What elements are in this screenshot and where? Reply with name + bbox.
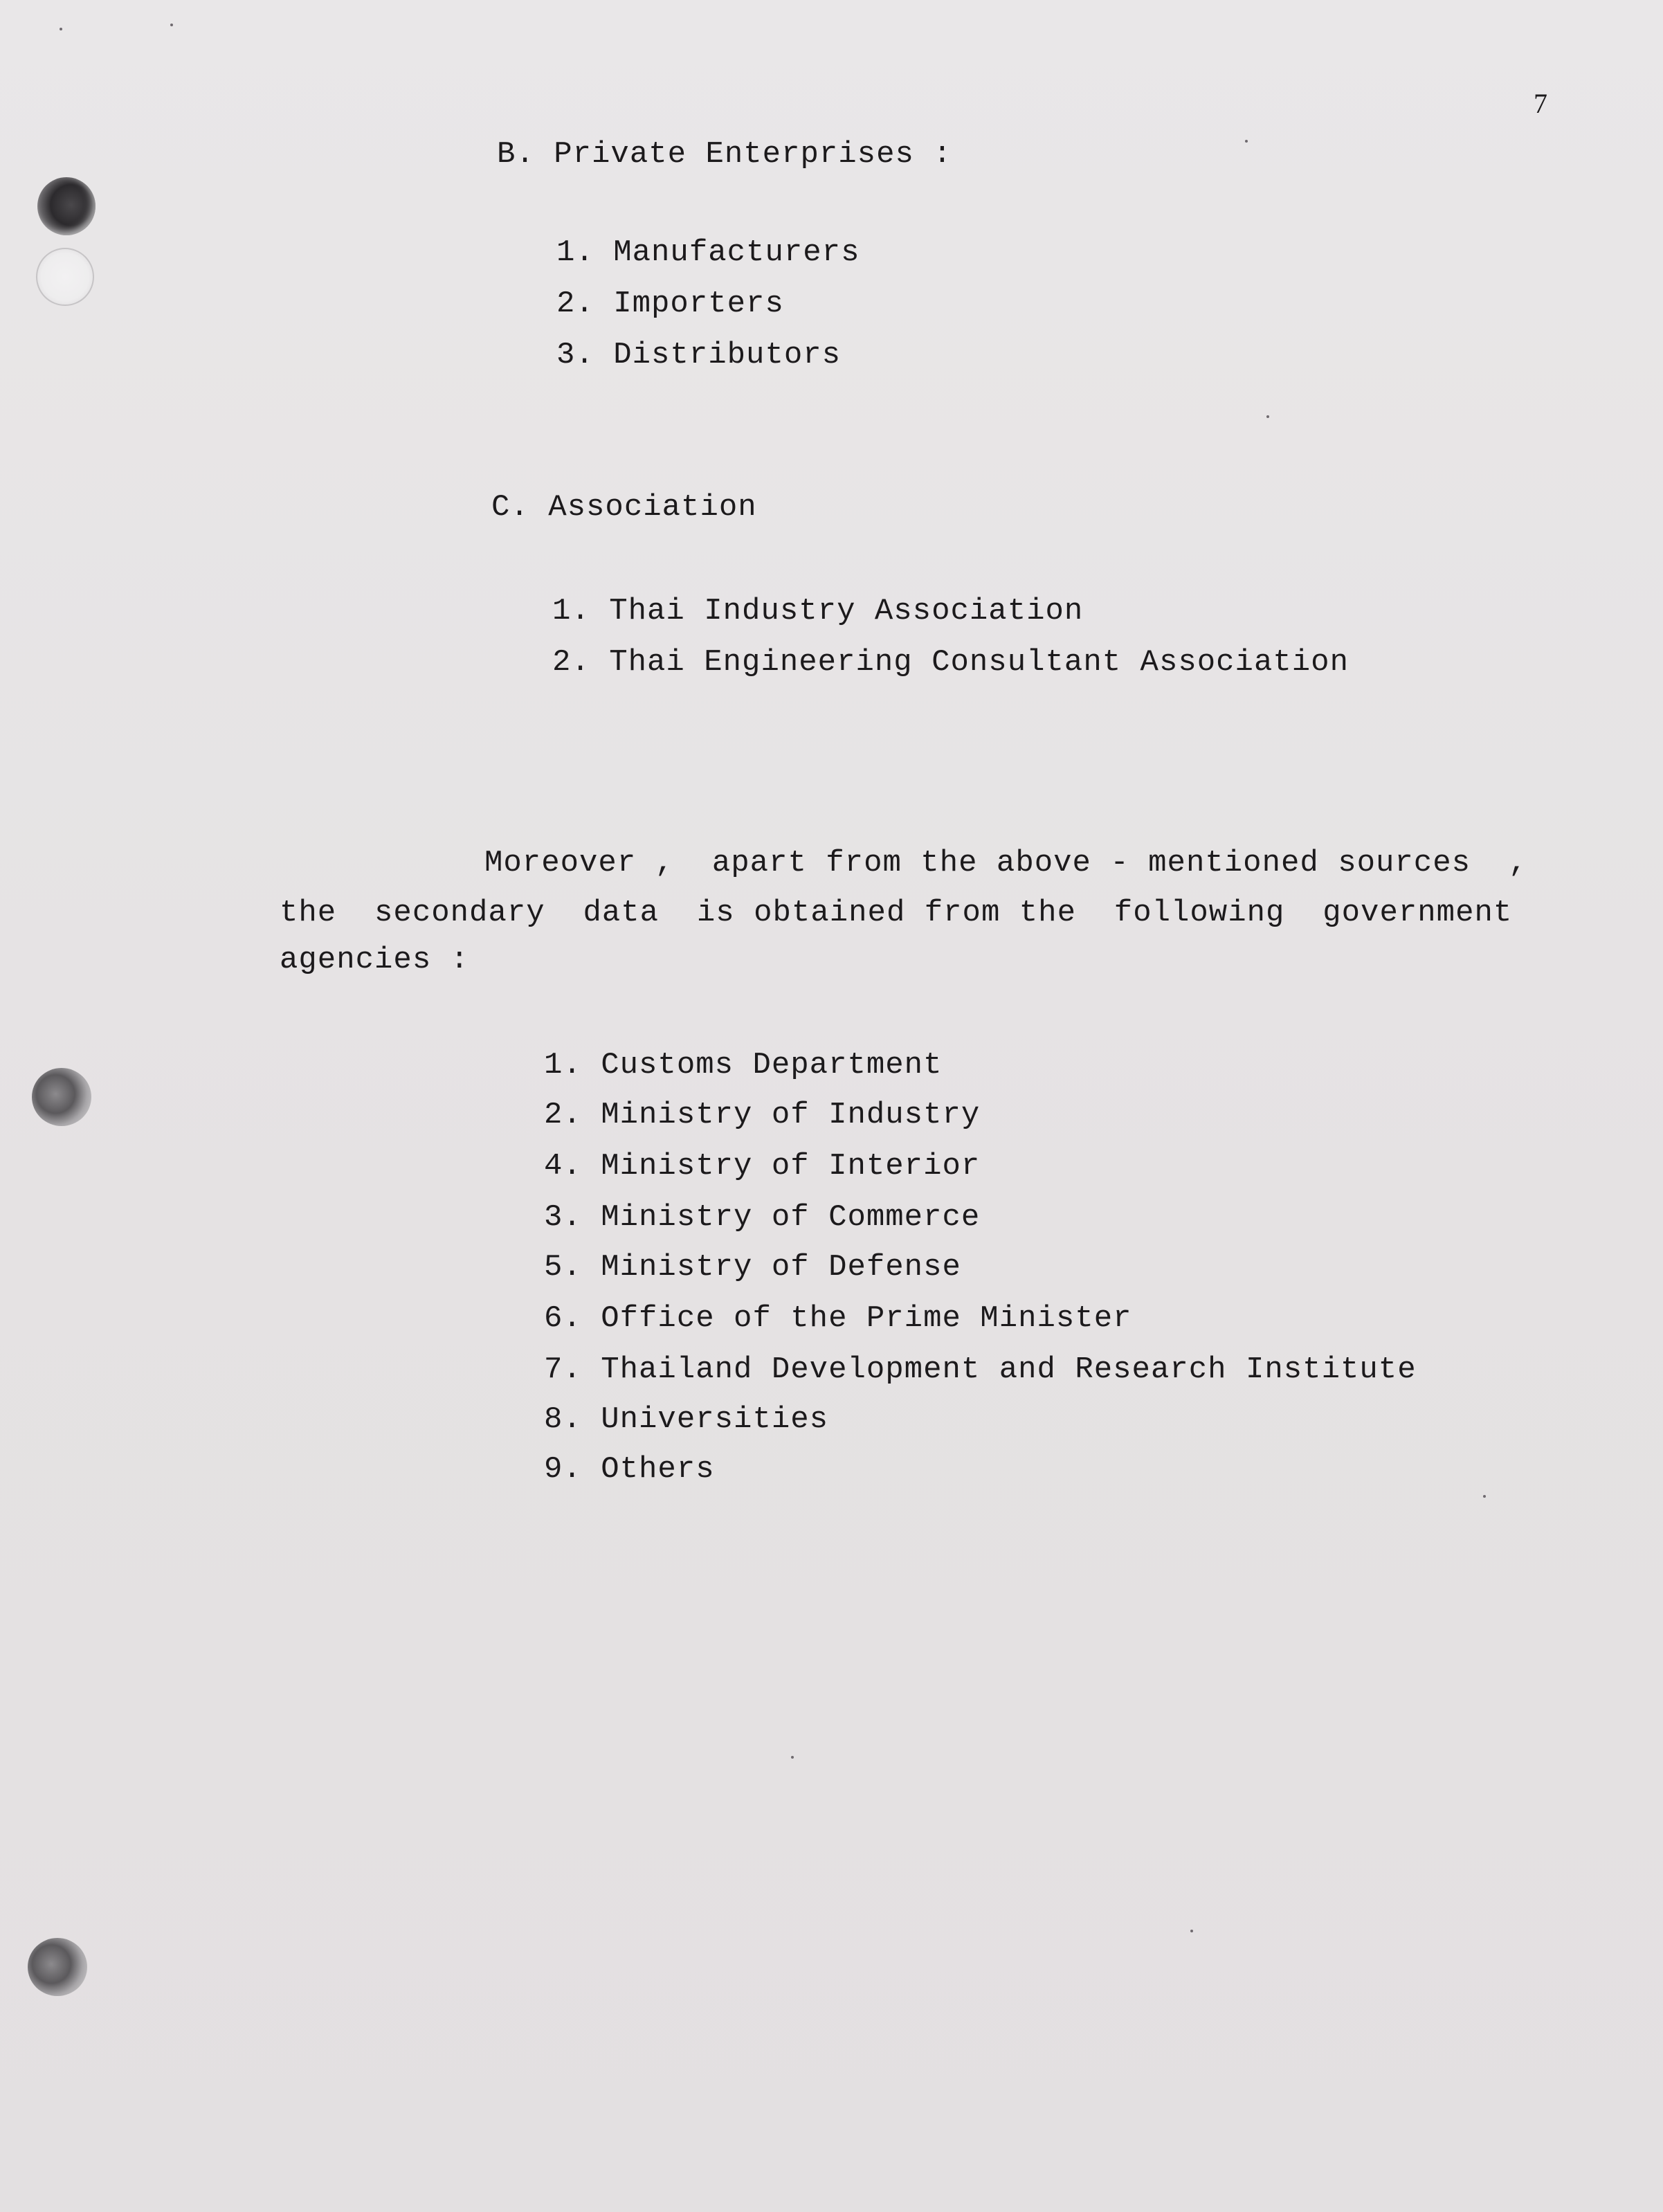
agency-item: 2. Ministry of Industry	[544, 1098, 981, 1132]
agency-item: 6. Office of the Prime Minister	[544, 1301, 1132, 1336]
agency-item: 7. Thailand Development and Research Institute	[544, 1352, 1417, 1387]
page-number: 7	[1534, 88, 1547, 119]
association-item: 1. Thai Industry Association	[552, 594, 1084, 628]
punch-hole-top	[37, 177, 96, 235]
punch-hole-blank	[36, 248, 94, 306]
punch-hole-middle	[32, 1068, 91, 1126]
scan-speck	[60, 28, 62, 30]
private-item: 1. Manufacturers	[556, 235, 860, 270]
private-enterprises-heading: B. Private Enterprises :	[497, 137, 952, 172]
scan-speck	[170, 24, 173, 26]
paragraph-line: agencies :	[280, 943, 470, 977]
private-item: 3. Distributors	[556, 338, 842, 372]
association-item: 2. Thai Engineering Consultant Association	[552, 645, 1349, 680]
punch-hole-bottom	[28, 1938, 87, 1996]
scan-speck	[791, 1756, 794, 1759]
association-heading: C. Association	[491, 490, 757, 525]
scan-speck	[1266, 415, 1269, 418]
scan-speck	[1190, 1930, 1193, 1932]
paragraph-line: the secondary data is obtained from the following government	[280, 896, 1513, 930]
agency-item: 3. Ministry of Commerce	[544, 1200, 981, 1235]
scan-speck	[1245, 140, 1248, 143]
agency-item: 9. Others	[544, 1452, 715, 1487]
agency-item: 4. Ministry of Interior	[544, 1149, 981, 1184]
agency-item: 5. Ministry of Defense	[544, 1250, 961, 1285]
agency-item: 1. Customs Department	[544, 1048, 943, 1082]
private-item: 2. Importers	[556, 287, 784, 321]
paragraph-line: Moreover , apart from the above - mentioned sources ,	[484, 846, 1528, 880]
agency-item: 8. Universities	[544, 1402, 829, 1437]
scan-speck	[1483, 1495, 1486, 1498]
